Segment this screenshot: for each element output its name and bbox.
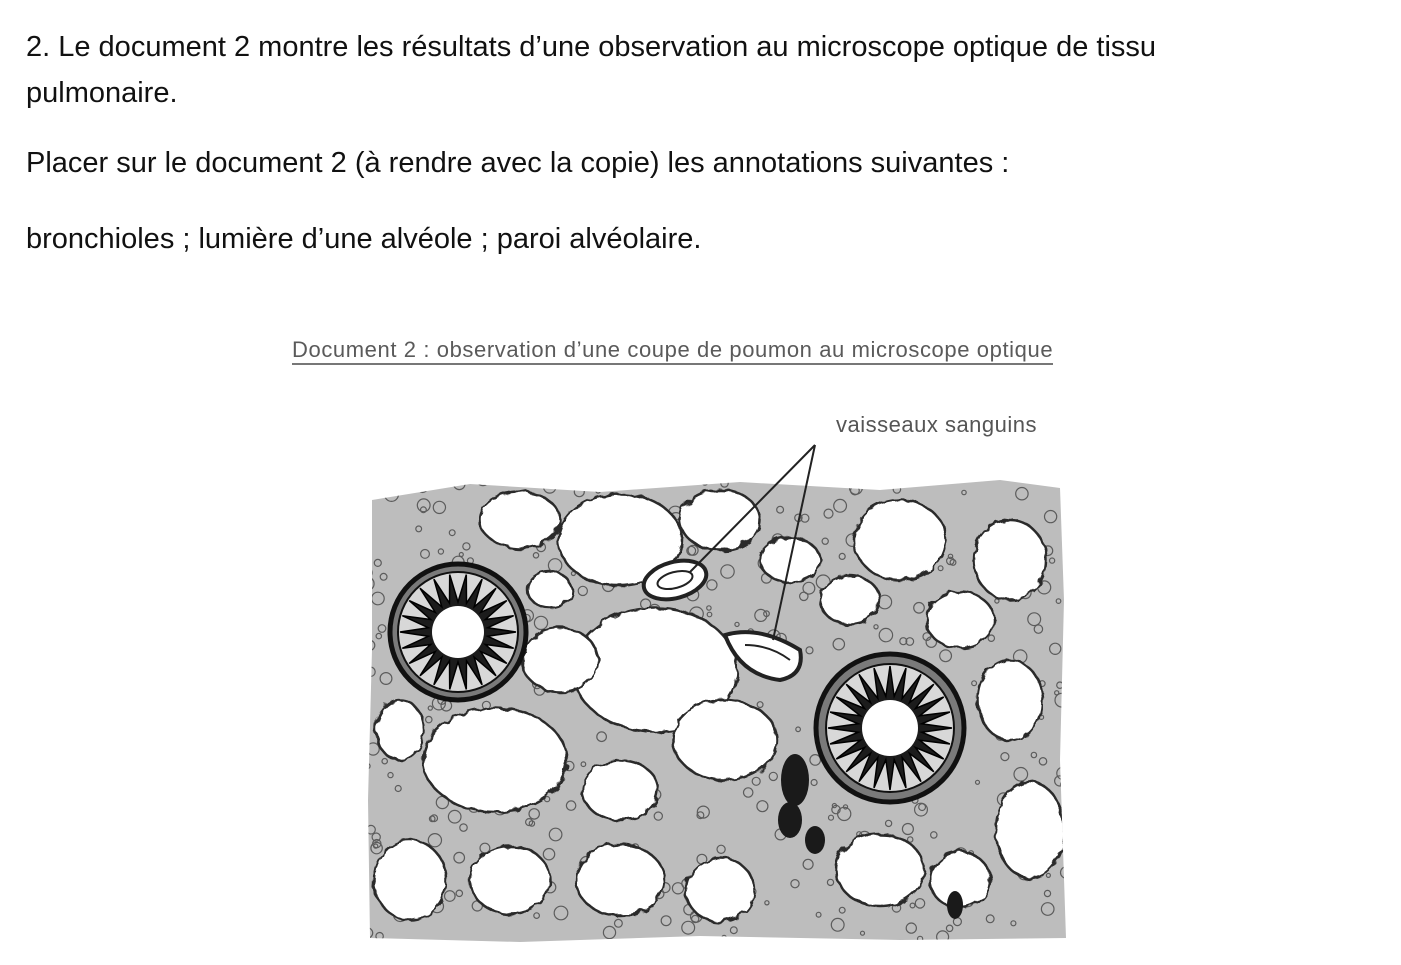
instruction-text: Placer sur le document 2 (à rendre avec la copie) les annotations suivantes : (26, 147, 1010, 179)
bronchiole-right (816, 654, 964, 802)
question-line-2: pulmonaire. (26, 77, 178, 109)
question-line-1: 2. Le document 2 montre les résultats d’une observation au microscope optique de tissu (26, 31, 1157, 63)
annotation-terms: bronchioles ; lumière d’une alvéole ; paroi alvéolaire. (26, 223, 702, 255)
bronchiole-left (390, 564, 526, 700)
document-caption: Document 2 : observation d’une coupe de poumon au microscope optique (292, 337, 1053, 365)
label-blood-vessels: vaisseaux sanguins (836, 412, 1038, 437)
